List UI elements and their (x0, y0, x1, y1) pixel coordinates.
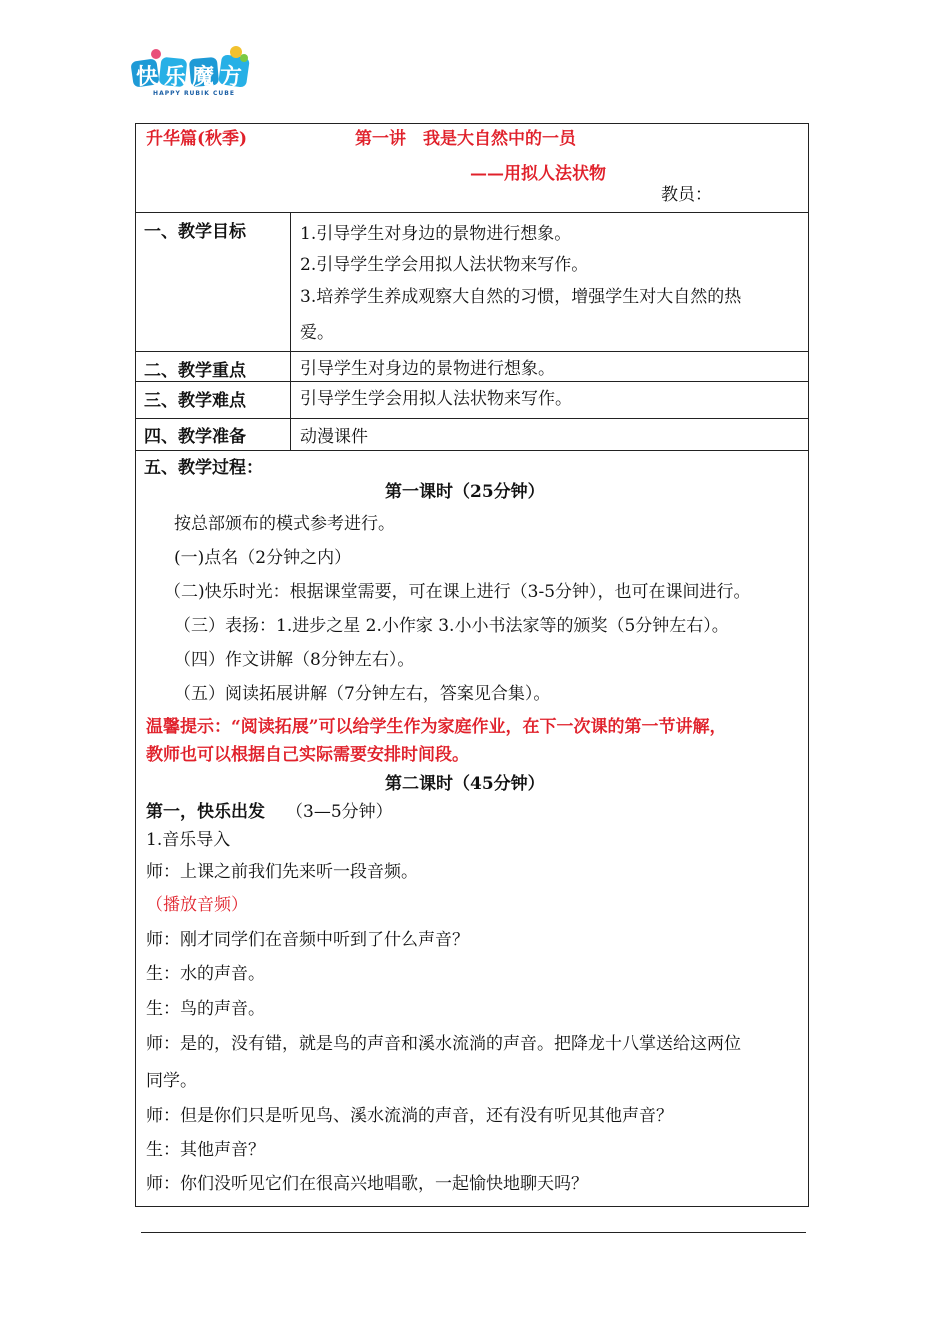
key-point-row (136, 351, 808, 382)
session1-title: 第一课时（25分钟） (385, 482, 545, 502)
teacher-label: 教员： (661, 185, 712, 205)
objective-item-1: 1.引导学生对身边的景物进行想象。 (300, 224, 572, 244)
dialog-line-5b: 同学。 (146, 1071, 197, 1091)
tip-line-2: 教师也可以根据自己实际需要安排时间段。 (146, 745, 469, 765)
preparation-row (136, 418, 808, 451)
logo-subtitle: HAPPY RUBIK CUBE (153, 90, 235, 97)
difficulty-label: 三、教学难点 (144, 391, 246, 411)
session1-line-2: (一)点名（2分钟之内） (174, 548, 352, 568)
objective-item-4: 爱。 (300, 323, 334, 343)
header-row (136, 124, 808, 213)
lesson-subtitle: ——用拟人法状物 (470, 164, 606, 184)
music-intro: 1.音乐导入 (146, 830, 231, 850)
objectives-row (136, 212, 808, 352)
objective-item-3: 3.培养学生养成观察大自然的习惯，增强学生对大自然的热 (300, 287, 742, 307)
preparation-label: 四、教学准备 (144, 427, 246, 447)
objective-item-2: 2.引导学生学会用拟人法状物来写作。 (300, 255, 589, 275)
session1-line-4: （三）表扬：1.进步之星 2.小作家 3.小小书法家等的颁奖（5分钟左右）。 (174, 616, 729, 636)
process-label: 五、教学过程： (144, 458, 263, 478)
tip-line-1: 温馨提示：“阅读拓展”可以给学生作为家庭作业，在下一次课的第一节讲解， (146, 717, 727, 737)
session1-line-5: （四）作文讲解（8分钟左右）。 (174, 650, 415, 670)
series-label: 升华篇(秋季) (146, 129, 248, 149)
logo-text: 快乐魔方 (136, 65, 249, 90)
difficulty-text: 引导学生学会用拟人法状物来写作。 (300, 389, 572, 409)
footer-rule (141, 1232, 806, 1233)
lesson-title: 第一讲 我是大自然中的一员 (355, 129, 576, 149)
part1-title: 第一，快乐出发 (146, 802, 265, 822)
session2-title: 第二课时（45分钟） (385, 774, 545, 794)
dialog-line-6: 师：但是你们只是听见鸟、溪水流淌的声音，还有没有听见其他声音？ (146, 1106, 673, 1126)
key-point-label: 二、教学重点 (144, 361, 246, 381)
difficulty-row (136, 381, 808, 419)
key-point-text: 引导学生对身边的景物进行想象。 (300, 359, 555, 379)
session1-line-6: （五）阅读拓展讲解（7分钟左右，答案见合集）。 (174, 684, 551, 704)
dialog-line-4: 生：鸟的声音。 (146, 999, 265, 1019)
dialog-line-8: 师：你们没听见它们在很高兴地唱歌，一起愉快地聊天吗？ (146, 1174, 588, 1194)
logo (128, 44, 256, 104)
lesson-plan-table (135, 123, 809, 1207)
dialog-line-5a: 师：是的，没有错，就是鸟的声音和溪水流淌的声音。把降龙十八掌送给这两位 (146, 1034, 741, 1054)
dialog-line-2: 师：刚才同学们在音频中听到了什么声音？ (146, 930, 469, 950)
part1-time: （3—5分钟） (286, 802, 393, 822)
column-divider (290, 212, 291, 450)
session1-line-3: （二)快乐时光：根据课堂需要，可在课上进行（3-5分钟），也可在课间进行。 (164, 582, 751, 602)
dialog-line-1: 师：上课之前我们先来听一段音频。 (146, 862, 418, 882)
play-audio-note: （播放音频） (146, 895, 248, 915)
session1-line-1: 按总部颁布的模式参考进行。 (174, 514, 395, 534)
objectives-label: 一、教学目标 (144, 222, 246, 242)
dialog-line-7: 生：其他声音？ (146, 1140, 265, 1160)
preparation-text: 动漫课件 (300, 427, 368, 447)
dialog-line-3: 生：水的声音。 (146, 964, 265, 984)
